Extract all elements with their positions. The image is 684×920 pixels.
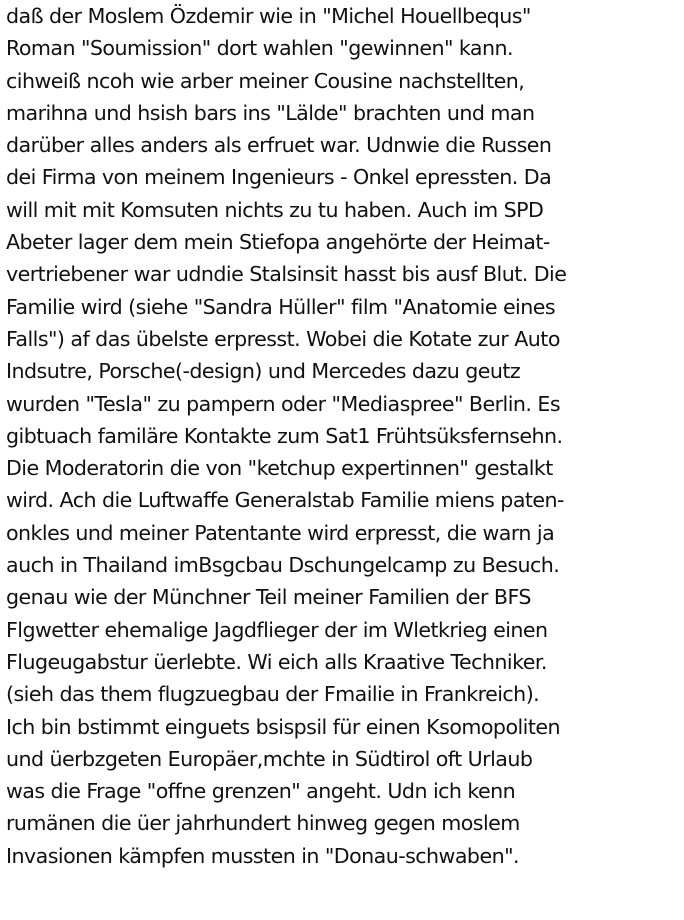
body-text [6, 0, 682, 872]
text-line: cihweiß ncoh wie arber meiner Cousine nachstellten, [6, 68, 525, 93]
text-line: dei Firma von meinem Ingenieurs - Onkel epressten. Da [6, 165, 552, 190]
text-line: wurden "Tesla" zu pampern oder "Mediaspree" Berlin. Es [6, 391, 561, 416]
text-line: daß der Moslem Özdemir wie in "Michel Houellbequs" [6, 4, 531, 28]
text-line: genau wie der Münchner Teil meiner Familien der BFS [6, 585, 531, 610]
text-line: Die Moderatorin die von "ketchup expertinnen" gestalkt [6, 456, 553, 481]
text-line: onkles und meiner Patentante wird erpresst, die warn ja [6, 520, 555, 545]
text-line: und üerbzgeten Europäer,mchte in Südtirol oft Urlaub [6, 746, 533, 771]
text-line: Familie wird (siehe "Sandra Hüller" film "Anatomie eines [6, 294, 556, 319]
text-line: Falls") af das übelste erpresst. Wobei die Kotate zur Auto [6, 326, 560, 351]
text-line: Flgwetter ehemalige Jagdflieger der im Wletkrieg einen [6, 617, 548, 642]
text-line: Flugeugabstur üerlebte. Wi eich alls Kraative Techniker. [6, 649, 547, 674]
text-line: rumänen die üer jahrhundert hinweg gegen moslem [6, 811, 520, 836]
text-line: Abeter lager dem mein Stiefopa angehörte der Heimat- [6, 230, 550, 255]
text-line: auch in Thailand imBsgcbau Dschungelcamp zu Besuch. [6, 553, 560, 578]
text-line: will mit mit Komsuten nichts zu tu haben. Auch im SPD [6, 197, 544, 222]
text-line: (sieh das them flugzuegbau der Fmailie in Frankreich). [6, 682, 540, 707]
text-line: marihna und hsish bars ins "Lälde" brachten und man [6, 100, 535, 125]
text-line: was die Frage "offne grenzen" angeht. Udn ich kenn [6, 779, 516, 804]
text-line: darüber alles anders als erfruet war. Udnwie die Russen [6, 133, 552, 158]
text-line: vertriebener war udndie Stalsinsit hasst bis ausf Blut. Die [6, 262, 567, 287]
text-line: Indsutre, Porsche(-design) und Mercedes dazu geutz [6, 359, 521, 384]
text-line: gibtuach familäre Kontakte zum Sat1 Frühtsüksfernsehn. [6, 423, 563, 448]
text-line: Ich bin bstimmt einguets bsispsil für einen Ksomopoliten [6, 714, 560, 739]
text-line: wird. Ach die Luftwaffe Generalstab Familie miens paten- [6, 488, 564, 513]
text-line: Invasionen kämpfen mussten in "Donau-schwaben". [6, 843, 519, 868]
text-line: Roman "Soumission" dort wahlen "gewinnen" kann. [6, 36, 513, 61]
